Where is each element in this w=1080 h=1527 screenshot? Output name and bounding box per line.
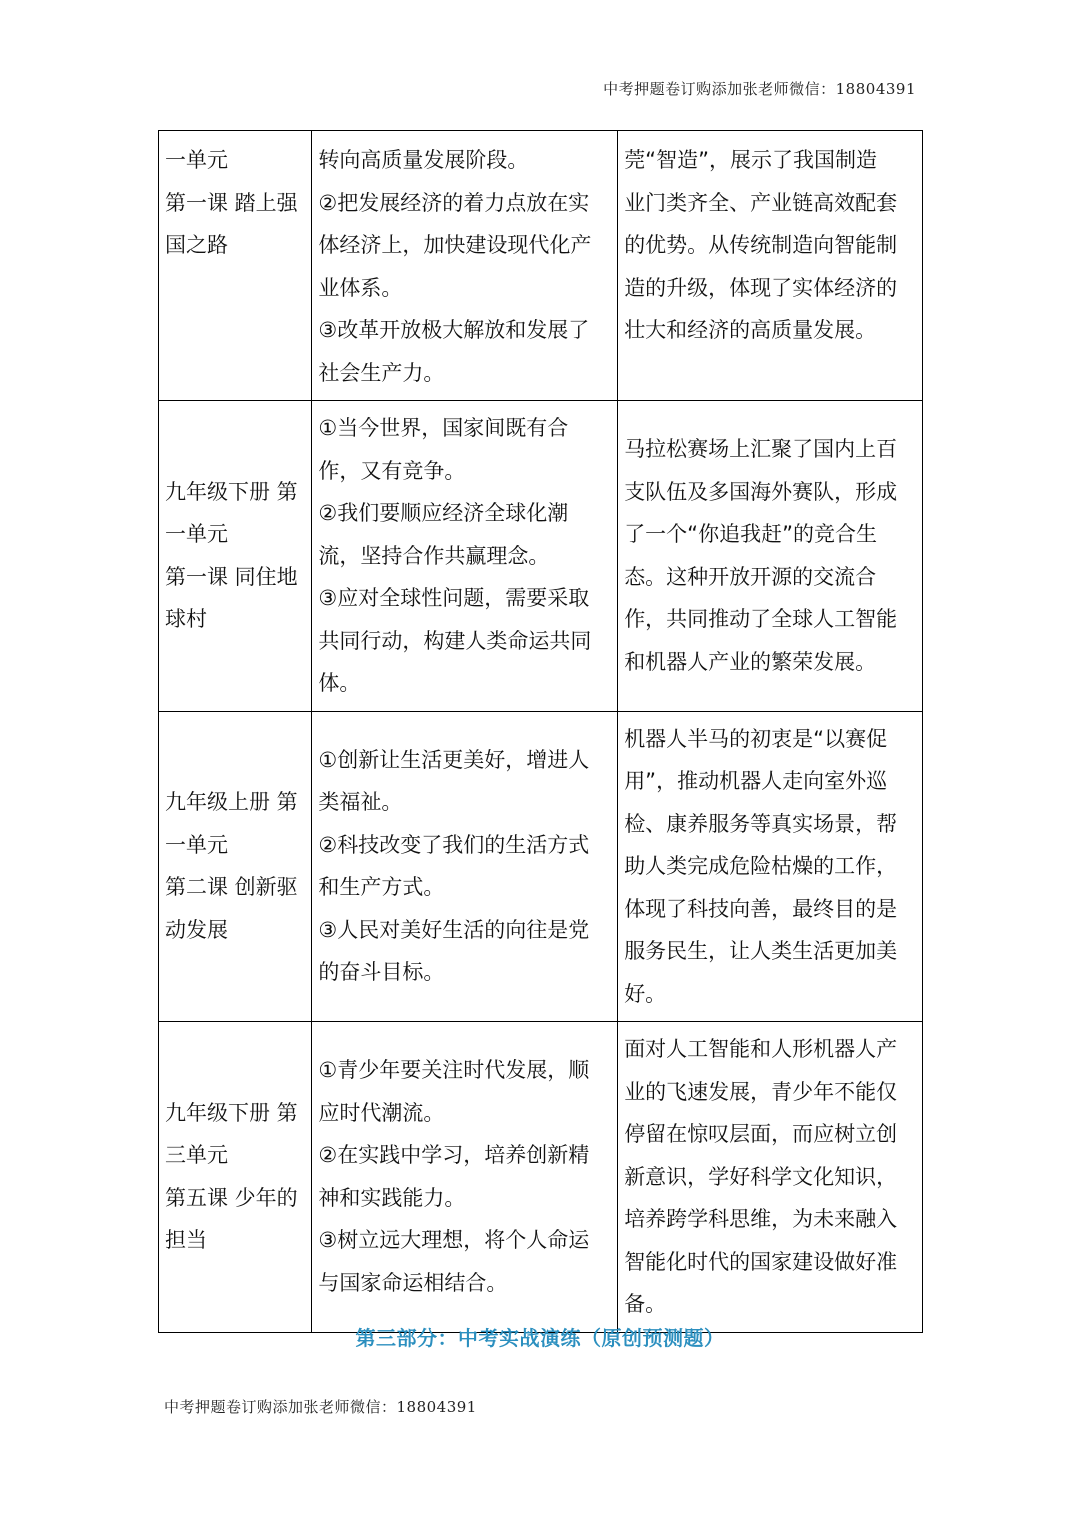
footer-note: 中考押题卷订购添加张老师微信：18804391	[164, 1398, 477, 1416]
cell-text-line: 业体系。	[318, 275, 403, 300]
table-row	[159, 131, 923, 401]
cell-text-line: ②在实践中学习，培养创新精	[318, 1143, 590, 1168]
cell-text-line: ②科技改变了我们的生活方式	[318, 832, 590, 857]
cell-text-line: 备。	[624, 1292, 667, 1316]
cell-text-line: 体经济上，加快建设现代化产	[318, 233, 592, 257]
cell-text-line: 第五课 少年的	[165, 1185, 298, 1210]
cell-text-line: 好。	[624, 981, 667, 1006]
cell-text-line: 动发展	[165, 917, 228, 942]
example-cell	[618, 1022, 923, 1333]
cell-text-line: ①青少年要关注时代发展，顺	[318, 1058, 590, 1083]
cell-text-line: 业门类齐全、产业链高效配套	[624, 190, 898, 215]
cell-text-line: 支队伍及多国海外赛队，形成	[624, 479, 898, 504]
cell-text-line: 业的飞速发展，青少年不能仅	[624, 1079, 898, 1104]
table-row	[159, 401, 923, 712]
lesson-cell	[159, 1022, 312, 1333]
cell-text-line: 用”，推动机器人走向室外巡	[624, 769, 888, 793]
cell-text-line: 一单元	[165, 148, 228, 172]
cell-text-line: ①创新让生活更美好，增进人	[318, 747, 590, 772]
cell-text-line: 马拉松赛场上汇聚了国内上百	[624, 437, 898, 462]
cell-text-line: 机器人半马的初衷是“以赛促	[624, 726, 888, 751]
content-table	[158, 130, 923, 1333]
cell-text-line: 球村	[165, 607, 207, 632]
table-row	[159, 1022, 923, 1333]
lesson-cell	[159, 401, 312, 712]
cell-text-line: 态。这种开放开源的交流合	[624, 564, 877, 589]
cell-text-line: 九年级上册 第	[165, 790, 298, 815]
cell-text-line: 助人类完成危险枯燥的工作，	[624, 854, 898, 878]
cell-text-line: 社会生产力。	[318, 360, 445, 385]
cell-text-line: 新意识，学好科学文化知识，	[624, 1164, 898, 1189]
cell-text-line: 的优势。从传统制造向智能制	[624, 233, 898, 257]
cell-text-line: 和机器人产业的繁荣发展。	[624, 649, 877, 674]
cell-text-line: 与国家命运相结合。	[318, 1270, 508, 1295]
cell-text-line: 九年级下册 第	[165, 479, 298, 504]
cell-text-line: 三单元	[165, 1143, 228, 1168]
cell-text-line: 九年级下册 第	[165, 1100, 298, 1125]
cell-text-line: ③树立远大理想，将个人命运	[318, 1228, 590, 1253]
cell-text-line: 莞“智造”，展示了我国制造	[624, 148, 877, 172]
cell-text-line: 服务民生，让人类生活更加美	[624, 939, 898, 963]
example-cell	[618, 131, 923, 401]
cell-text-line: 转向高质量发展阶段。	[318, 148, 529, 172]
cell-text-line: 停留在惊叹层面，而应树立创	[624, 1122, 898, 1146]
table-body	[159, 131, 923, 1333]
cell-text-line: 体现了科技向善，最终目的是	[624, 896, 898, 921]
cell-text-line: 作，共同推动了全球人工智能	[624, 607, 898, 632]
points-cell	[312, 1022, 618, 1333]
cell-text-line: 共同行动，构建人类命运共同	[318, 628, 592, 653]
section-title: 第三部分：中考实战演练（原创预测题）	[355, 1326, 725, 1350]
cell-text-line: 智能化时代的国家建设做好准	[624, 1249, 898, 1274]
cell-text-line: 壮大和经济的高质量发展。	[624, 318, 877, 342]
cell-text-line: 面对人工智能和人形机器人产	[624, 1037, 898, 1061]
cell-text-line: 的奋斗目标。	[318, 960, 445, 985]
cell-text-line: 造的升级，体现了实体经济的	[624, 275, 898, 300]
cell-text-line: ③人民对美好生活的向往是党	[318, 917, 590, 942]
cell-text-line: 国之路	[165, 233, 228, 257]
cell-text-line: ③应对全球性问题，需要采取	[318, 586, 590, 610]
cell-text-line: 第二课 创新驱	[165, 875, 298, 900]
cell-text-line: 一单元	[165, 522, 228, 547]
example-cell	[618, 401, 923, 712]
cell-text-line: 第一课 同住地	[165, 564, 298, 589]
cell-text-line: ②我们要顺应经济全球化潮	[318, 501, 569, 525]
cell-text-line: 作，又有竞争。	[318, 458, 466, 483]
lesson-cell	[159, 131, 312, 401]
points-cell	[312, 401, 618, 712]
cell-text-line: 第一课 踏上强	[165, 190, 298, 215]
points-cell	[312, 131, 618, 401]
cell-text-line: ③改革开放极大解放和发展了	[318, 318, 590, 342]
cell-text-line: 了一个“你追我赶”的竞合生	[624, 522, 877, 547]
cell-text-line: 和生产方式。	[318, 875, 445, 900]
cell-text-line: 应时代潮流。	[318, 1100, 445, 1125]
header-note: 中考押题卷订购添加张老师微信：18804391	[603, 80, 916, 98]
cell-text-line: ②把发展经济的着力点放在实	[318, 190, 590, 215]
cell-text-line: 一单元	[165, 832, 228, 857]
cell-text-line: 类福祉。	[318, 790, 403, 815]
example-cell	[618, 711, 923, 1022]
cell-text-line: ①当今世界，国家间既有合	[318, 416, 569, 440]
cell-text-line: 流，坚持合作共赢理念。	[318, 543, 550, 568]
cell-text-line: 培养跨学科思维，为未来融入	[624, 1207, 898, 1231]
cell-text-line: 担当	[165, 1228, 207, 1253]
lesson-cell	[159, 711, 312, 1022]
cell-text-line: 神和实践能力。	[318, 1185, 466, 1210]
cell-text-line: 体。	[318, 671, 361, 695]
cell-text-line: 检、康养服务等真实场景，帮	[624, 811, 898, 836]
points-cell	[312, 711, 618, 1022]
table-row	[159, 711, 923, 1022]
